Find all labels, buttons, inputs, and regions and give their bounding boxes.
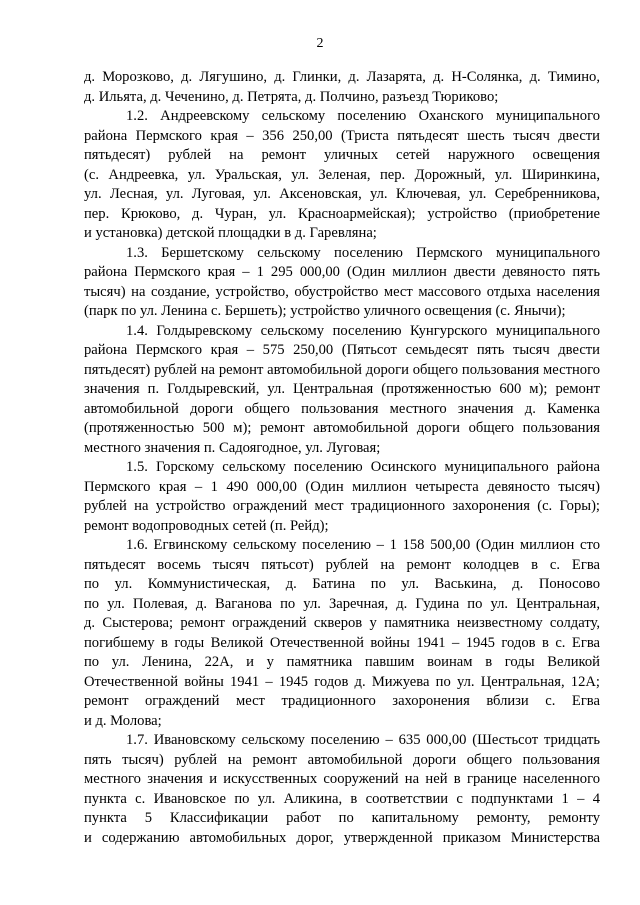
text-line: и содержанию автомобильных дорог, утвержденной приказом Министерства xyxy=(84,829,600,846)
text-line: (парк по ул. Ленина с. Бершеть); устройство уличного освещения (с. Янычи); xyxy=(84,303,566,319)
text-line: пятьдесят восемь тысяч пятьсот) рублей на ремонт колодцев в с. Егва xyxy=(84,556,600,573)
text-line: пункта с. Ивановское по ул. Аликина, в соответствии с подпунктами 1 – 4 xyxy=(84,790,600,807)
text-line: пункта 5 Классификации работ по капитальному ремонту, ремонту xyxy=(84,810,600,826)
text-line: 1.3. Бершетскому сельскому поселению Пермского муниципального xyxy=(126,244,600,261)
text-line: автомобильной дороги общего пользования местного значения д. Каменка xyxy=(84,400,600,417)
document-body xyxy=(84,68,600,848)
text-line: 1.6. Егвинскому сельскому поселению – 1 158 500,00 (Один миллион сто xyxy=(126,537,600,553)
text-line: пять тысяч) рублей на ремонт автомобильной дороги общего пользования xyxy=(84,751,600,768)
text-line: (с. Андреевка, ул. Уральская, ул. Зеленая, пер. Дорожный, ул. Ширинкина, xyxy=(84,166,600,183)
text-line: погибшему в годы Великой Отечественной войны 1941 – 1945 годов в с. Егва xyxy=(84,634,600,651)
text-line: рублей на устройство ограждений мест традиционного захоронения (с. Горы); xyxy=(84,498,600,514)
text-line: и д. Молова; xyxy=(84,712,162,729)
text-line: (протяженностью 500 м); ремонт автомобильной дороги общего пользования xyxy=(84,420,600,436)
text-line: ремонт ограждений мест традиционного захоронения вблизи с. Егва xyxy=(84,693,600,709)
text-line: района Пермского края – 1 295 000,00 (Один миллион двести девяносто пять xyxy=(84,264,600,280)
text-line: Отечественной войны 1941 – 1945 годов д. Мижуева по ул. Центральная, 12А; xyxy=(84,673,600,690)
text-line: района Пермского края – 356 250,00 (Триста пятьдесят шесть тысяч двести xyxy=(84,127,600,144)
text-line: по ул. Коммунистическая, д. Батина по ул. Васькина, д. Поносово xyxy=(84,576,600,592)
text-line: значения п. Голдыревский, ул. Центральная (протяженностью 600 м); ремонт xyxy=(84,381,600,397)
text-line: тысяч) на создание, устройство, обустройство мест массового отдыха населения xyxy=(84,283,600,300)
text-line: ул. Лесная, ул. Луговая, ул. Аксеновская, ул. Ключевая, ул. Серебренникова, xyxy=(84,186,600,202)
text-line: ремонт водопроводных сетей (п. Рейд); xyxy=(84,517,329,534)
text-line: пер. Крюково, д. Чуран, ул. Красноармейская); устройство (приобретение xyxy=(84,205,600,222)
text-line: д. Сыстерова; ремонт ограждений скверов у памятника неизвестному солдату, xyxy=(84,615,600,631)
text-line: 1.2. Андреевскому сельскому поселению Оханского муниципального xyxy=(126,108,600,124)
text-line: Пермского края – 1 490 000,00 (Один миллион четыреста девяносто тысяч) xyxy=(84,478,600,495)
text-line: района Пермского края – 575 250,00 (Пятьсот семьдесят пять тысяч двести xyxy=(84,342,600,358)
text-line: по ул. Ленина, 22А, и у памятника павшим воинам в годы Великой xyxy=(84,654,600,670)
text-line: 1.7. Ивановскому сельскому поселению – 635 000,00 (Шестьсот тридцать xyxy=(126,732,600,748)
text-line: 1.5. Горскому сельскому поселению Осинского муниципального района xyxy=(126,459,600,475)
text-line: пятьдесят) рублей на ремонт автомобильной дороги общего пользования местного xyxy=(84,361,600,378)
text-line: д. Ильята, д. Чеченино, д. Петрята, д. Полчино, разъезд Тюриково; xyxy=(84,88,499,105)
text-line: пятьдесят) рублей на ремонт уличных сетей наружного освещения xyxy=(84,147,600,163)
text-line: 1.4. Голдыревскому сельскому поселению Кунгурского муниципального xyxy=(126,322,600,339)
page-number: 2 xyxy=(316,36,324,51)
text-line: местного значения и искусственных сооружений на ней в границе населенного xyxy=(84,771,600,787)
text-line: и установка) детской площадки в д. Гаревляна; xyxy=(84,225,377,241)
text-line: по ул. Полевая, д. Ваганова по ул. Заречная, д. Гудина по ул. Центральная, xyxy=(84,595,600,612)
text-line: местного значения п. Садоягодное, ул. Луговая; xyxy=(84,439,381,456)
text-line: д. Морозково, д. Лягушино, д. Глинки, д. Лазарята, д. Н-Солянка, д. Тимино, xyxy=(84,69,600,85)
